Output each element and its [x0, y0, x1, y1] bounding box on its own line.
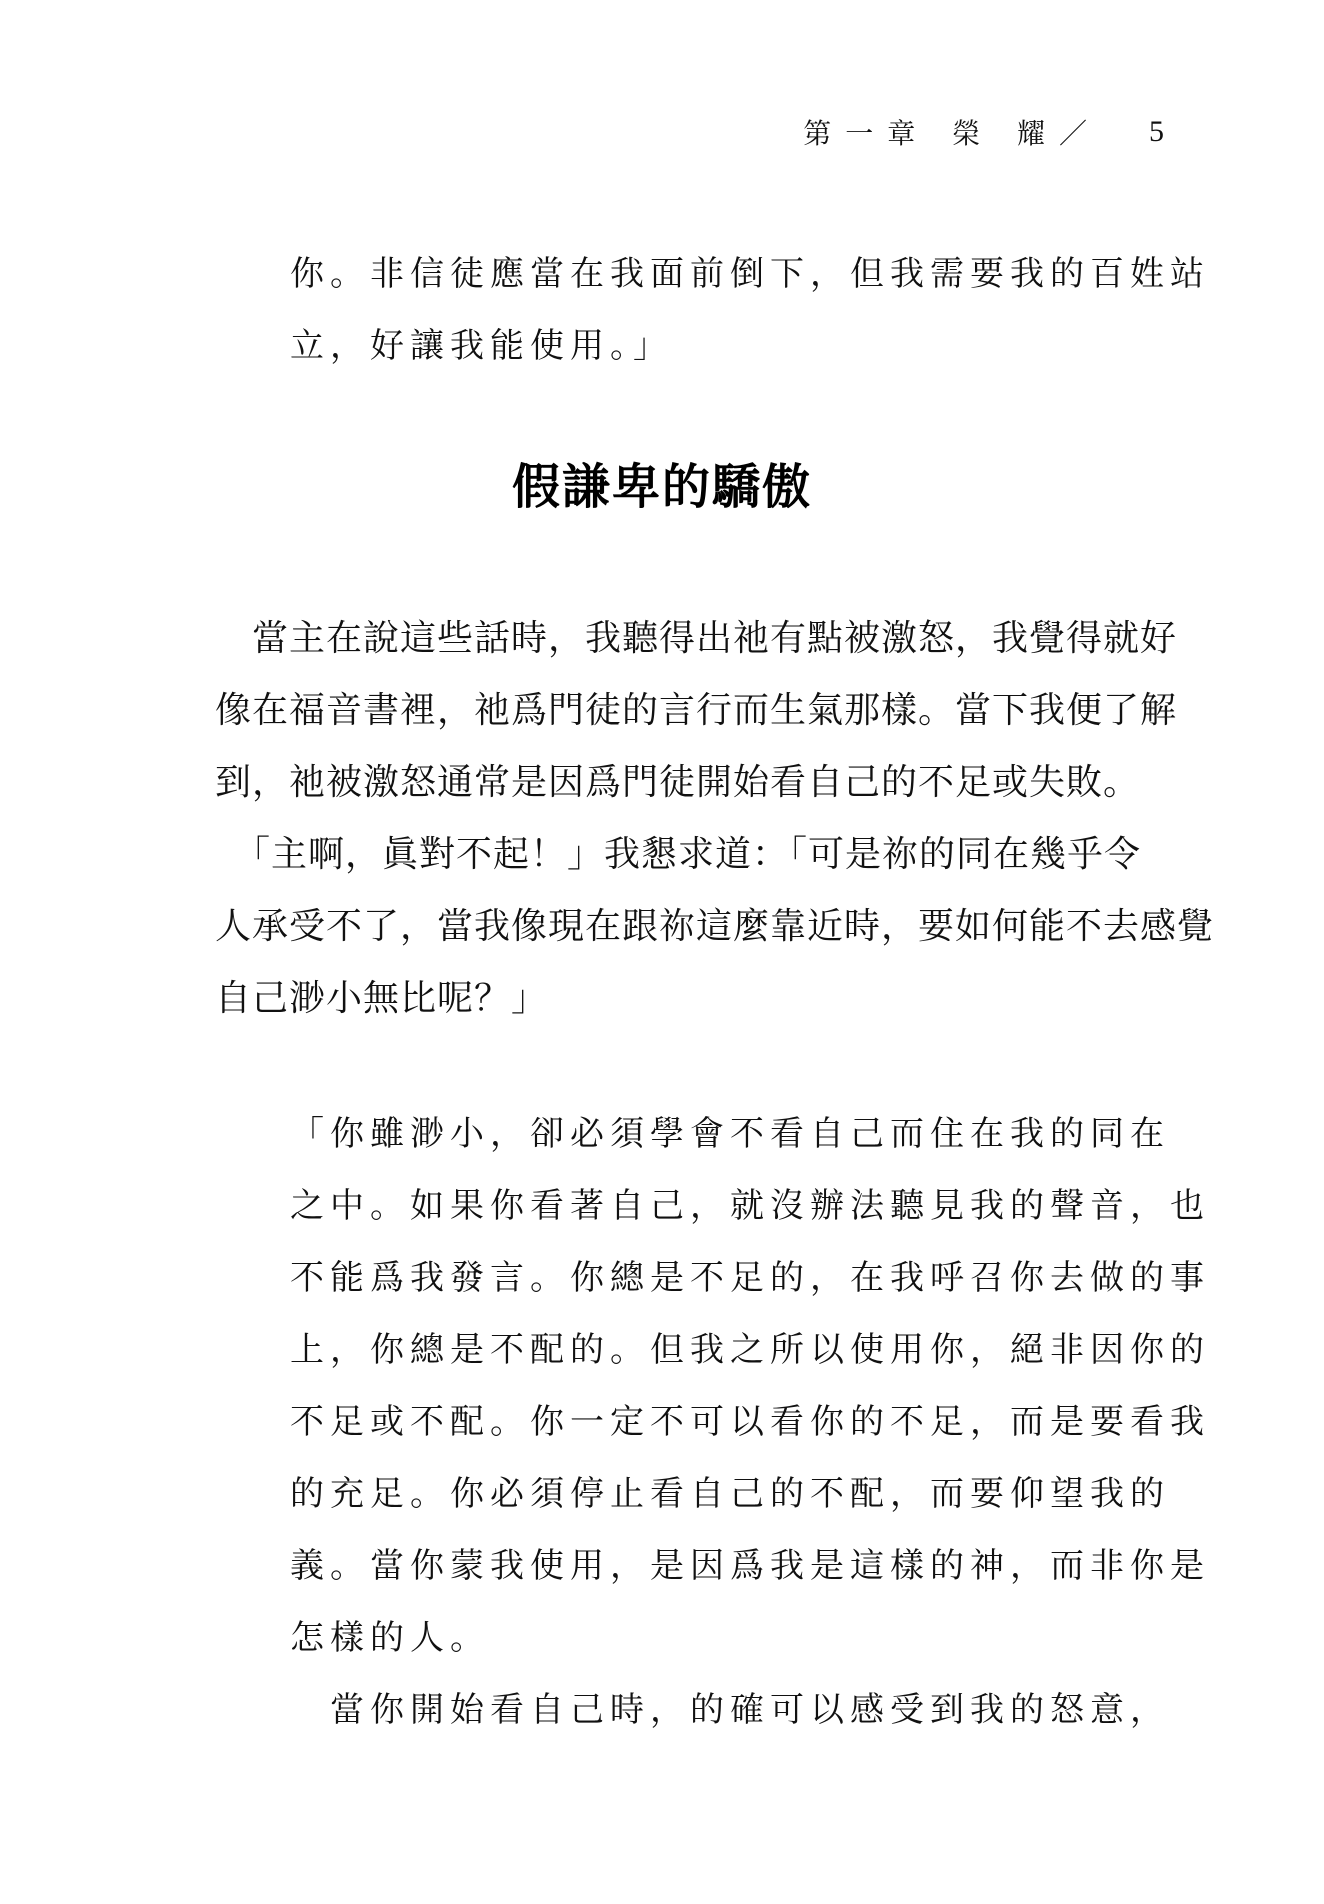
quote-line: 怎樣的人。	[290, 1618, 490, 1658]
quote-line: 立，好讓我能使用。」	[290, 326, 673, 366]
quote-line: 上，你總是不配的。但我之所以使用你，絕非因你的	[290, 1330, 1210, 1370]
narrative-line: 人承受不了，當我像現在跟祢這麼靠近時，要如何能不去感覺	[215, 906, 1215, 947]
narrative-line: 當主在說這些話時，我聽得出祂有點被激怒，我覺得就好	[215, 618, 1178, 659]
quote-line: 「你雖渺小，卻必須學會不看自己而住在我的同在	[290, 1114, 1170, 1154]
lord-quote-paragraph-1	[290, 1098, 1210, 1674]
section-title: 假謙卑的驕傲	[511, 459, 812, 515]
narrative-line: 「主啊，眞對不起！」我懇求道：「可是祢的同在幾乎令	[215, 834, 1142, 875]
quote-line: 不能爲我發言。你總是不足的，在我呼召你去做的事	[290, 1258, 1210, 1298]
continued-quote	[290, 238, 1210, 382]
page-number: 5	[1149, 115, 1164, 148]
quote-line: 義。當你蒙我使用，是因爲我是這樣的神，而非你是	[290, 1546, 1210, 1586]
chapter-title: 第一章 榮 耀／	[803, 117, 1101, 150]
quote-line: 當你開始看自己時，的確可以感受到我的怒意，	[290, 1690, 1170, 1730]
narrative-line: 到，祂被激怒通常是因爲門徒開始看自己的不足或失敗。	[215, 762, 1141, 803]
quote-line: 你。非信徒應當在我面前倒下，但我需要我的百姓站	[290, 254, 1210, 294]
quote-line: 之中。如果你看著自己，就沒辦法聽見我的聲音，也	[290, 1186, 1210, 1226]
lord-quote-paragraph-2	[290, 1674, 1170, 1746]
quote-line: 不足或不配。你一定不可以看你的不足，而是要看我	[290, 1402, 1210, 1442]
quote-line: 的充足。你必須停止看自己的不配，而要仰望我的	[290, 1474, 1170, 1514]
running-header	[803, 112, 1164, 152]
narrative-line: 像在福音書裡，祂爲門徒的言行而生氣那樣。當下我便了解	[215, 690, 1178, 731]
narrative-paragraph-1	[215, 603, 1178, 819]
narrative-paragraph-2	[215, 819, 1215, 1035]
narrative-line: 自己渺小無比呢？」	[215, 978, 549, 1019]
